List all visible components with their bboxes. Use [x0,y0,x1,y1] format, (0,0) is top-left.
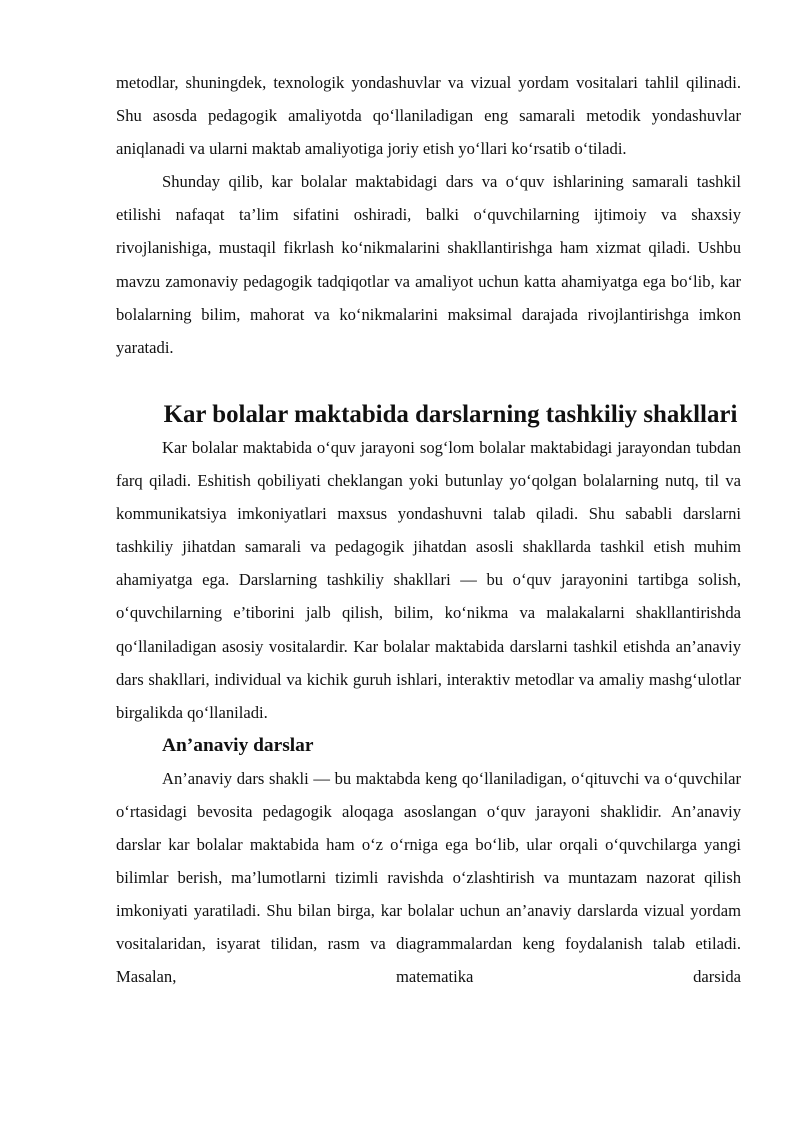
document-body [116,66,741,994]
paragraph-section-body: Kar bolalar maktabida o‘quv jarayoni sog‘lom bolalar maktabidagi jarayondan tubdan farq qiladi. Eshitish qobiliyati cheklangan yoki butunlay yo‘qolgan bolalarning nutq, til va kommunikatsiya imkoniyatlari maxsus yondashuvni talab qiladi. Shu sababli darslarni tashkiliy jihatdan samarali va pedagogik jihatdan asosli shakllarda tashkil etish muhim ahamiyatga ega. Darslarning tashkiliy shakllari — bu o‘quv jarayonini tartibga solish, o‘quvchilarning e’tiborini jalb qilish, bilim, ko‘nikma va malakalarni shakllantirishda qo‘llaniladigan asosiy vositalardir. Kar bolalar maktabida darslarni tashkil etishda an’anaviy dars shakllari, individual va kichik guruh ishlari, interaktiv metodlar va amaliy mashg‘ulotlar birgalikda qo‘llaniladi. [116,437,741,722]
paragraph-conclusion: Shunday qilib, kar bolalar maktabidagi dars va o‘quv ishlarining samarali tashkil etilishi nafaqat ta’lim sifatini oshiradi, balki o‘quvchilarning ijtimoiy va shaxsiy rivojlanishiga, mustaqil fikrlash ko‘nikmalarini shakllantirishga ham xizmat qiladi. Ushbu mavzu zamonaviy pedagogik tadqiqotlar va amaliyot uchun katta ahamiyatga ega bo‘lib, kar bolalarning bilim, mahorat va ko‘nikmalarini maksimal darajada rivojlantirishga imkon yaratadi. [116,172,741,357]
paragraph-gap [116,364,741,398]
subsection-heading: An’anaviy darslar [162,734,314,756]
section-heading: Kar bolalar maktabida darslarning tashkiliy shakllari [163,400,738,428]
paragraph-intro-continuation: metodlar, shuningdek, texnologik yondashuvlar va vizual yordam vositalari tahlil qilinadi. Shu asosda pedagogik amaliyotda qo‘llaniladigan eng samarali metodik yondashuvlar aniqlanadi va ularni maktab amaliyotiga joriy etish yo‘llari ko‘rsatib o‘tiladi. [116,73,741,159]
paragraph-subsection-body: An’anaviy dars shakli — bu maktabda keng qo‘llaniladigan, o‘qituvchi va o‘quvchilar o‘rtasidagi bevosita pedagogik aloqaga asoslangan o‘quv jarayoni shaklidir. An’anaviy darslar kar bolalar maktabida ham o‘z o‘rniga ega bo‘lib, ular orqali o‘quvchilarga yangi bilimlar berish, ma’lumotlarni tizimli ravishda o‘zlashtirish va muntazam nazorat qilish imkoniyati yaratiladi. Shu bilan birga, kar bolalar uchun an’anaviy darslarda vizual yordam vositalaridan, isyarat tilidan, rasm va diagrammalardan keng foydalanish talab etiladi. Masalan, matematika darsida [116,768,741,987]
